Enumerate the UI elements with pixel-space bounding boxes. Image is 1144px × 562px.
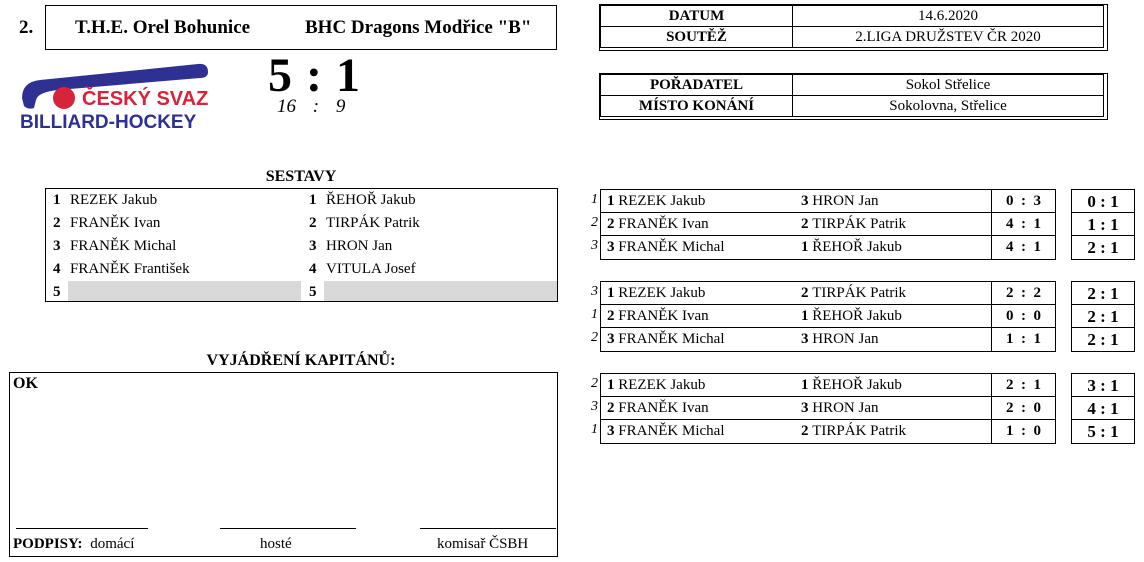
sig-away-label: hosté	[260, 536, 292, 552]
csbh-logo	[18, 60, 213, 138]
away-player: 2 TIRPÁK Patrik	[801, 216, 906, 232]
home-player: 1 REZEK Jakub	[607, 377, 706, 393]
game-score: 2 : 0	[991, 397, 1055, 419]
venue-value: Sokolovna, Střelice	[793, 96, 1104, 117]
teams-box	[45, 5, 557, 50]
date-label: DATUM	[601, 6, 793, 27]
home-team: T.H.E. Orel Bohunice	[75, 17, 251, 38]
running-score: 3 : 1	[1072, 374, 1134, 397]
running-score: 4 : 1	[1072, 397, 1134, 420]
running-score: 2 : 1	[1072, 282, 1134, 305]
home-player-4	[53, 258, 190, 281]
round-1-running	[1071, 189, 1135, 260]
running-score: 2 : 1	[1072, 305, 1134, 328]
venue-label: MÍSTO KONÁNÍ	[601, 96, 793, 117]
away-player-4	[309, 258, 416, 281]
sub-score-sep: :	[312, 96, 320, 117]
home-name: FRANĚK Ivan	[70, 215, 161, 231]
game-score: 4 : 1	[991, 236, 1055, 259]
home-player-5	[53, 281, 70, 304]
game-score: 0 : 3	[991, 190, 1055, 212]
home-player-1	[53, 189, 157, 212]
away-slot5-fill	[324, 281, 557, 301]
away-name: TIRPÁK Patrik	[326, 215, 420, 231]
away-player-5	[309, 281, 326, 304]
home-name: FRANĚK Michal	[70, 238, 177, 254]
home-num: 5	[53, 284, 61, 300]
away-player: 3 HRON Jan	[801, 400, 879, 416]
info-row-competition	[601, 27, 1104, 48]
game-row	[601, 328, 1055, 351]
sig-home-label: domácí	[90, 536, 135, 552]
away-player-3	[309, 235, 392, 258]
running-score: 2 : 1	[1087, 238, 1119, 257]
away-team: BHC Dragons Modřice "B"	[305, 17, 532, 38]
date-value: 14.6.2020	[793, 6, 1104, 27]
away-player: 1 ŘEHOŘ Jakub	[801, 239, 902, 255]
home-player: 3 FRANĚK Michal	[607, 239, 725, 255]
home-player-3	[53, 235, 176, 258]
game-row	[601, 305, 1055, 328]
away-player: 2 TIRPÁK Patrik	[801, 423, 906, 439]
captains-box	[9, 372, 558, 557]
competition-value: 2.LIGA DRUŽSTEV ČR 2020	[793, 27, 1104, 48]
running-score: 1 : 1	[1072, 213, 1134, 236]
away-name: VITULA Josef	[326, 261, 416, 277]
away-player: 1 ŘEHOŘ Jakub	[801, 377, 902, 393]
logo-line1: ČESKÝ SVAZ	[82, 88, 209, 110]
game-index: 1	[591, 192, 598, 207]
home-player-2	[53, 212, 160, 235]
round-2-running	[1071, 281, 1135, 352]
match-number: 2.	[19, 17, 34, 38]
captains-text: OK	[13, 375, 38, 392]
away-name: ŘEHOŘ Jakub	[326, 192, 416, 208]
away-num: 5	[309, 284, 317, 300]
main-score: 5 : 1	[268, 49, 361, 102]
sig-line-home	[16, 528, 148, 529]
sig-line-away	[220, 528, 356, 529]
home-player: 2 FRANĚK Ivan	[607, 400, 709, 416]
info-row-organizer	[601, 75, 1104, 96]
away-player-1	[309, 189, 416, 212]
away-player: 3 HRON Jan	[801, 193, 879, 209]
away-num: 4	[309, 261, 317, 277]
game-score: 2 : 2	[991, 282, 1055, 304]
home-num: 4	[53, 261, 61, 277]
lineups-box	[45, 188, 558, 302]
game-row	[601, 397, 1055, 420]
organizer-label: POŘADATEL	[601, 75, 793, 96]
home-player: 2 FRANĚK Ivan	[607, 308, 709, 324]
game-index: 2	[591, 376, 598, 391]
game-index: 3	[591, 399, 598, 414]
round-2-table	[600, 281, 1056, 352]
game-row	[601, 420, 1055, 443]
info-row-date	[601, 6, 1104, 27]
signatures-row	[13, 536, 134, 553]
home-name: REZEK Jakub	[70, 192, 158, 208]
home-player: 3 FRANĚK Michal	[607, 423, 725, 439]
game-row	[601, 374, 1055, 397]
info-bottom-table	[600, 74, 1104, 117]
sub-score-away: 9	[335, 96, 346, 117]
away-num: 3	[309, 238, 317, 254]
away-player: 3 HRON Jan	[801, 331, 879, 347]
organizer-value: Sokol Střelice	[793, 75, 1104, 96]
home-num: 2	[53, 215, 61, 231]
away-num: 2	[309, 215, 317, 231]
game-index: 3	[591, 284, 598, 299]
away-name: HRON Jan	[326, 238, 393, 254]
game-score: 2 : 1	[991, 374, 1055, 396]
away-num: 1	[309, 192, 317, 208]
round-1-table	[600, 189, 1056, 260]
logo-line2: BILLIARD-HOCKEY	[20, 112, 197, 133]
home-num: 1	[53, 192, 61, 208]
home-slot5-fill	[68, 281, 301, 301]
signatures-label: PODPISY:	[13, 536, 83, 552]
home-player: 1 REZEK Jakub	[607, 193, 706, 209]
info-row-venue	[601, 96, 1104, 117]
sig-line-commissioner	[420, 528, 556, 529]
away-player-2	[309, 212, 420, 235]
game-index: 2	[591, 215, 598, 230]
game-index: 3	[591, 238, 598, 253]
sub-score-home: 16	[277, 96, 296, 117]
round-3-running	[1071, 373, 1135, 444]
game-score: 0 : 0	[991, 305, 1055, 327]
game-row	[601, 282, 1055, 305]
sig-commissioner-label: komisař ČSBH	[437, 536, 529, 552]
game-score: 1 : 0	[991, 420, 1055, 443]
game-score: 4 : 1	[991, 213, 1055, 235]
game-index: 2	[591, 330, 598, 345]
home-player: 3 FRANĚK Michal	[607, 331, 725, 347]
game-score: 1 : 1	[991, 328, 1055, 351]
round-3-table	[600, 373, 1056, 444]
away-player: 1 ŘEHOŘ Jakub	[801, 308, 902, 324]
home-player: 1 REZEK Jakub	[607, 285, 706, 301]
home-name: FRANĚK František	[70, 261, 190, 277]
game-index: 1	[591, 422, 598, 437]
home-player: 2 FRANĚK Ivan	[607, 216, 709, 232]
captains-title: VYJÁDŘENÍ KAPITÁNŮ:	[206, 352, 396, 369]
game-index: 1	[591, 307, 598, 322]
running-score: 0 : 1	[1072, 190, 1134, 213]
game-row	[601, 190, 1055, 213]
running-score: 5 : 1	[1087, 422, 1119, 441]
lineups-title: SESTAVY	[265, 168, 337, 185]
running-score: 2 : 1	[1087, 330, 1119, 349]
game-row	[601, 213, 1055, 236]
competition-label: SOUTĚŽ	[601, 27, 793, 48]
info-top-table	[600, 5, 1104, 48]
away-player: 2 TIRPÁK Patrik	[801, 285, 906, 301]
game-row	[601, 236, 1055, 259]
sub-score	[277, 96, 345, 118]
home-num: 3	[53, 238, 61, 254]
